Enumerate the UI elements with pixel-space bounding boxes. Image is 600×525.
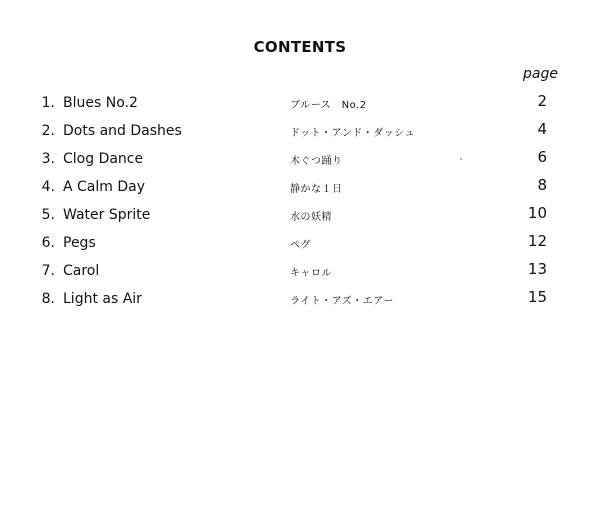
entry-title-japanese: ドット・アンド・ダッシュ [290, 128, 415, 139]
entry-title-english: Light as Air [63, 291, 142, 307]
toc-entry [0, 92, 600, 120]
table-of-contents [0, 92, 600, 316]
entry-number: 8. [41, 291, 55, 307]
toc-entry [0, 288, 600, 316]
toc-entry [0, 204, 600, 232]
entry-page-number: 2 [537, 92, 547, 110]
toc-entry [0, 176, 600, 204]
entry-title-japanese: キャロル [290, 268, 332, 279]
entry-page-number: 15 [527, 288, 547, 306]
entry-title-english: Blues No.2 [63, 95, 138, 111]
entry-number: 3. [41, 151, 55, 167]
toc-entry [0, 232, 600, 260]
entry-number: 4. [41, 179, 55, 195]
entry-page-number: 8 [537, 176, 547, 194]
entry-title-english: Pegs [63, 235, 96, 251]
entry-title-japanese: 木ぐつ踊り [290, 156, 343, 167]
entry-title-english: A Calm Day [63, 179, 146, 195]
entry-page-number: 10 [527, 204, 547, 222]
entry-page-number: 12 [527, 232, 547, 250]
entry-title-english: Carol [63, 263, 100, 279]
entry-title-japanese: ペグ [290, 240, 311, 251]
entry-number: 2. [41, 123, 55, 139]
entry-number: 1. [41, 95, 55, 111]
toc-entry [0, 148, 600, 176]
toc-entry [0, 120, 600, 148]
entry-title-english: Clog Dance [63, 151, 144, 167]
entry-number: 6. [41, 235, 55, 251]
entry-page-number: 6 [537, 148, 547, 166]
entry-title-japanese: ブルース No.2 [290, 100, 367, 111]
scan-speck [460, 158, 462, 160]
entry-number: 5. [41, 207, 55, 223]
toc-entry [0, 260, 600, 288]
entry-title-english: Water Sprite [63, 207, 151, 223]
entry-title-japanese: ライト・アズ・エアー [290, 296, 394, 307]
entry-page-number: 4 [537, 120, 547, 138]
entry-title-japanese: 静かな１日 [290, 184, 343, 195]
page-column-header: page [523, 66, 558, 82]
entry-title-english: Dots and Dashes [63, 123, 182, 139]
page-title: CONTENTS [253, 38, 347, 56]
entry-page-number: 13 [527, 260, 547, 278]
entry-number: 7. [41, 263, 55, 279]
entry-title-japanese: 水の妖精 [290, 212, 332, 223]
